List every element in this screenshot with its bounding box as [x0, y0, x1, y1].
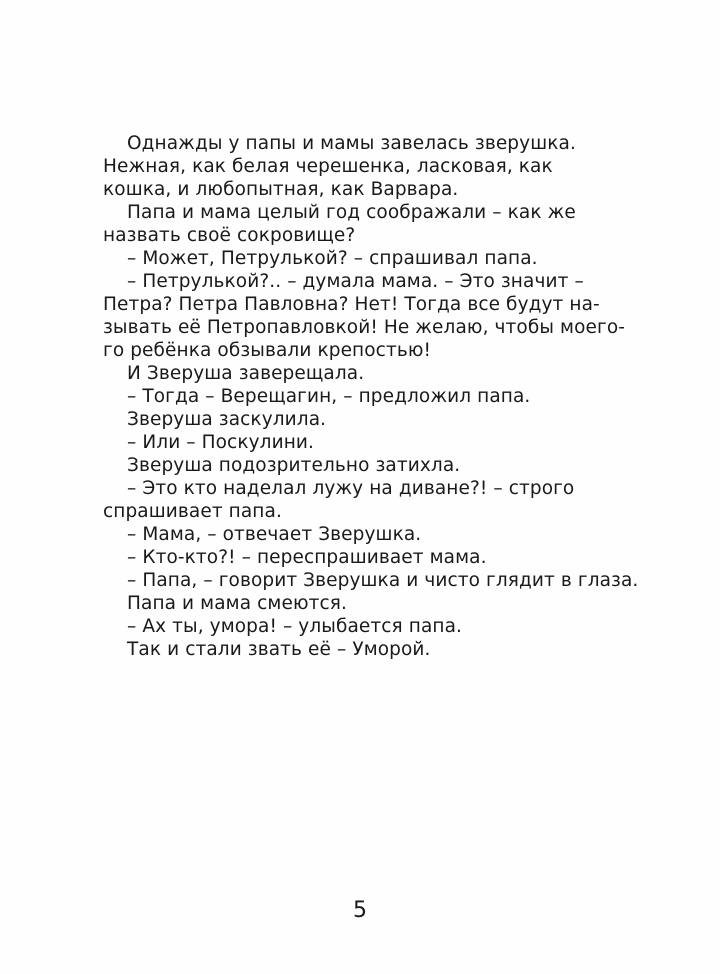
text-line: зывать её Петропавловкой! Не желаю, чтобы моего-	[103, 317, 626, 338]
text-line: кошка, и любопытная, как Варвара.	[103, 179, 459, 200]
text-line: Так и стали звать её – Уморой.	[127, 639, 431, 660]
text-line: – Мама, – отвечает Зверушка.	[127, 524, 422, 545]
text-line: Однажды у папы и мамы завелась зверушка.	[127, 133, 576, 154]
text-line: И Зверуша заверещала.	[127, 363, 365, 384]
text-line: – Петрулькой?.. – думала мама. – Это значит –	[127, 271, 584, 292]
text-line: Зверуша подозрительно затихла.	[127, 455, 461, 476]
text-line: го ребёнка обзывали крепостью!	[103, 340, 432, 361]
text-line: – Папа, – говорит Зверушка и чисто глядит в глаза.	[127, 570, 639, 591]
story-text	[103, 132, 639, 661]
text-line: – Это кто наделал лужу на диване?! – строго	[127, 478, 575, 499]
text-line: Петра? Петра Павловна? Нет! Тогда все будут на-	[103, 294, 600, 315]
text-line: – Может, Петрулькой? – спрашивал папа.	[127, 248, 538, 269]
text-line: спрашивает папа.	[103, 501, 282, 522]
text-line: Зверуша заскулила.	[127, 409, 327, 430]
text-line: Папа и мама смеются.	[127, 593, 347, 614]
text-line: Нежная, как белая черешенка, ласковая, как	[103, 156, 553, 177]
text-line: назвать своё сокровище?	[103, 225, 356, 246]
text-line: – Или – Поскулини.	[127, 432, 314, 453]
text-line: – Ах ты, умора! – улыбается папа.	[127, 616, 462, 637]
text-line: – Кто-кто?! – переспрашивает мама.	[127, 547, 487, 568]
page-number: 5	[353, 898, 367, 923]
text-line: – Тогда – Верещагин, – предложил папа.	[127, 386, 531, 407]
text-line: Папа и мама целый год соображали – как же	[127, 202, 576, 223]
